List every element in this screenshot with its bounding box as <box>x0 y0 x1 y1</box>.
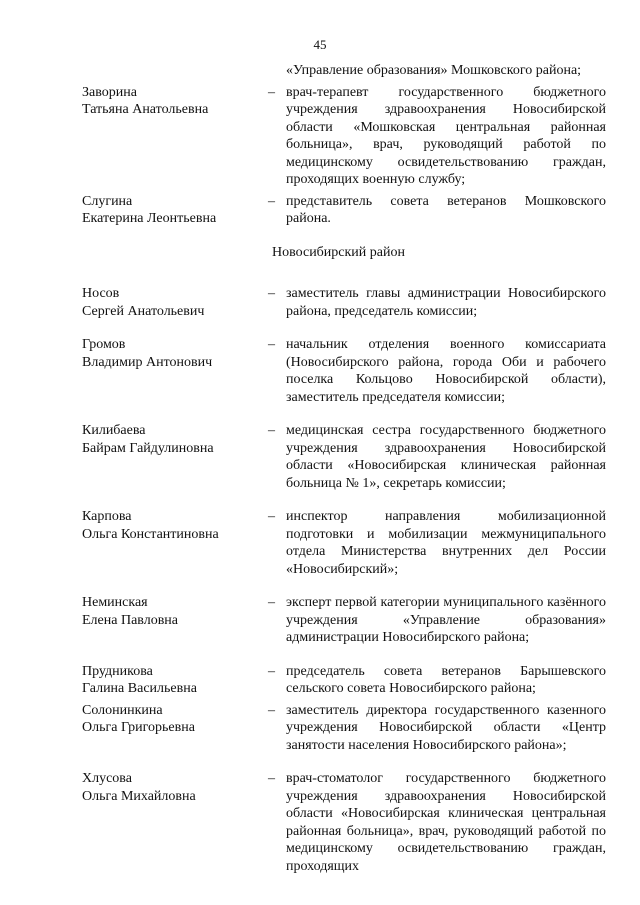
dash: – <box>268 193 275 209</box>
member-role: председатель совета ветеранов Барышевского сельского совета Новосибирского района; <box>286 663 606 696</box>
member-surname: Неминская <box>82 595 148 610</box>
section-heading: Новосибирский район <box>272 244 405 260</box>
member-entry <box>82 336 606 406</box>
member-name <box>82 422 268 492</box>
member-entry <box>82 285 606 320</box>
member-name <box>82 663 268 698</box>
member-name <box>82 336 268 406</box>
member-given-names: Владимир Антонович <box>82 354 213 370</box>
page-number: 45 <box>313 37 327 52</box>
member-surname: Слугина <box>82 193 133 209</box>
commission-list <box>82 62 606 879</box>
member-name <box>82 594 268 647</box>
member-given-names: Ольга Григорьевна <box>82 720 195 735</box>
member-surname: Килибаева <box>82 423 146 438</box>
member-entry <box>82 422 606 492</box>
member-surname: Заворина <box>82 84 137 100</box>
member-name <box>82 285 268 320</box>
member-entry <box>82 770 606 875</box>
member-role: врач-терапевт государственного бюджетного учреждения здравоохранения Новосибирской области «Мошковская центральная районная больница», врач, руководящий работой по медицинскому освидетельствованию граждан, проходящих военную службу; <box>286 84 606 187</box>
member-given-names: Елена Павловна <box>82 612 179 628</box>
dash: – <box>268 84 275 100</box>
member-surname: Карпова <box>82 509 132 524</box>
member-surname: Хлусова <box>82 771 132 786</box>
member-entry <box>82 594 606 647</box>
member-surname: Громов <box>82 337 126 352</box>
dash: – <box>268 663 275 679</box>
member-name <box>82 508 268 578</box>
member-surname: Солонинкина <box>82 702 163 718</box>
member-role: инспектор направления мобилизационной подготовки и мобилизации межмуниципального отдела Министерства внутренних дел России «Новосибирский»; <box>286 509 606 577</box>
member-given-names: Ольга Михайловна <box>82 788 196 804</box>
member-role: эксперт первой категории муниципального казённого учреждения «Управление образования» администрации Новосибирского района; <box>286 595 606 645</box>
member-given-names: Татьяна Анатольевна <box>82 102 209 117</box>
member-role: медицинская сестра государственного бюджетного учреждения здравоохранения Новосибирской области «Новосибирская клиническая районная больница № 1», секретарь комиссии; <box>286 423 606 491</box>
member-given-names: Сергей Анатольевич <box>82 303 205 319</box>
member-given-names: Ольга Константиновна <box>82 526 219 542</box>
dash: – <box>268 595 275 610</box>
dash: – <box>268 286 275 301</box>
member-surname: Прудникова <box>82 663 153 679</box>
member-name <box>82 193 268 228</box>
dash: – <box>268 337 275 352</box>
member-given-names: Байрам Гайдулиновна <box>82 440 214 456</box>
dash: – <box>268 423 275 438</box>
member-given-names: Екатерина Леонтьевна <box>82 211 217 226</box>
member-entry <box>82 663 606 698</box>
continuation-text: «Управление образования» Мошковского района; <box>286 63 582 78</box>
member-surname: Носов <box>82 286 120 301</box>
member-role: представитель совета ветеранов Мошковского района. <box>286 193 606 226</box>
member-role: начальник отделения военного комиссариата (Новосибирского района, города Оби и рабочего поселка Кольцово Новосибирской области), заместитель председателя комиссии; <box>286 337 606 405</box>
member-entry <box>82 702 606 755</box>
member-role: заместитель главы администрации Новосибирского района, председатель комиссии; <box>286 286 606 319</box>
member-entry <box>82 508 606 578</box>
dash: – <box>268 509 275 524</box>
member-name <box>82 84 268 189</box>
member-entry <box>82 193 606 228</box>
member-role: заместитель директора государственного казенного учреждения Новосибирской области «Центр занятости населения Новосибирского района»; <box>286 702 606 753</box>
member-role: врач-стоматолог государственного бюджетного учреждения здравоохранения Новосибирской области «Новосибирская клиническая центральная районная больница», врач, руководящий работой по медицинскому освидетельствованию граждан, проходящих <box>286 771 606 874</box>
member-given-names: Галина Васильевна <box>82 681 197 696</box>
member-entry <box>82 84 606 189</box>
member-name <box>82 702 268 755</box>
dash: – <box>268 771 275 786</box>
dash: – <box>268 702 275 718</box>
member-name <box>82 770 268 875</box>
continuation-entry <box>82 62 606 80</box>
